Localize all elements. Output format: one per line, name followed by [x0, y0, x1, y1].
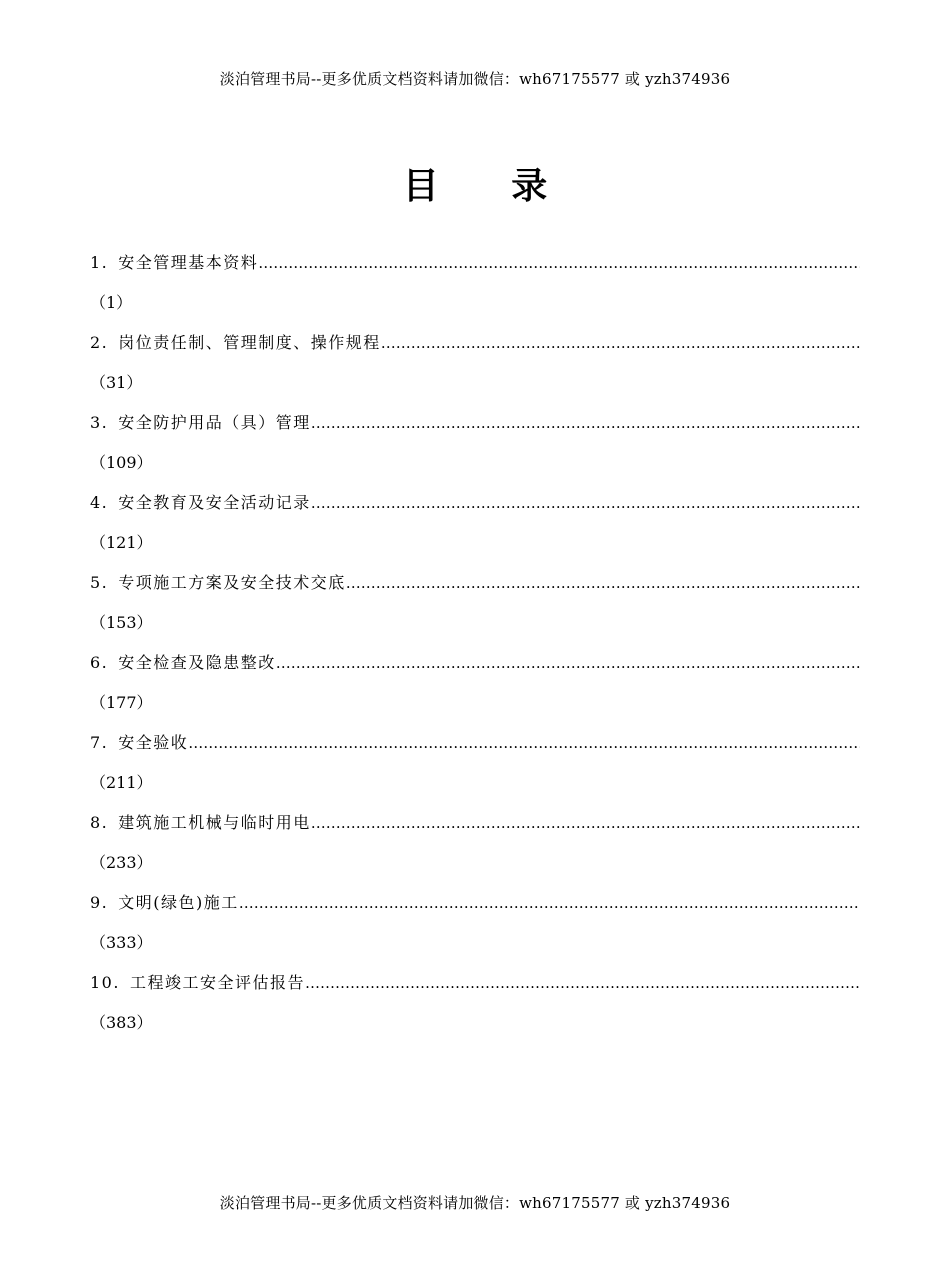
- toc-entry-number: 6.: [90, 653, 109, 672]
- toc-entry-page: （109）: [90, 453, 153, 472]
- toc-entry-4[interactable]: [90, 490, 860, 570]
- toc-entry-9[interactable]: [90, 890, 860, 970]
- toc-entry-page: （31）: [90, 373, 143, 392]
- toc-entry-number: 8.: [90, 813, 109, 832]
- toc-entry-7[interactable]: [90, 730, 860, 810]
- toc-entry-number: 2.: [90, 333, 109, 352]
- toc-entry-page: （153）: [90, 613, 153, 632]
- page-header: 淡泊管理书局--更多优质文档资料请加微信：wh67175577 或 yzh374936: [219, 70, 731, 88]
- toc-entry-number: 5.: [90, 573, 109, 592]
- dot-leader: [188, 734, 860, 752]
- toc-entry-10[interactable]: [90, 970, 860, 1050]
- toc-entry-title: 安全教育及安全活动记录: [118, 493, 311, 512]
- toc-entry-2[interactable]: [90, 330, 860, 410]
- toc-entry-title: 安全管理基本资料: [118, 253, 259, 272]
- toc-entry-3[interactable]: [90, 410, 860, 490]
- toc-entry-8[interactable]: [90, 810, 860, 890]
- toc-entry-title: 文明(绿色)施工: [118, 893, 239, 912]
- toc-entry-page: （121）: [90, 533, 153, 552]
- dot-leader: [311, 414, 860, 432]
- toc-entry-page: （233）: [90, 853, 153, 872]
- toc-entry-page: （383）: [90, 1013, 153, 1032]
- dot-leader: [305, 974, 860, 992]
- toc-entry-number: 7.: [90, 733, 109, 752]
- dot-leader: [311, 814, 860, 832]
- toc-entry-1[interactable]: [90, 250, 860, 330]
- toc-entry-page: （333）: [90, 933, 153, 952]
- toc-entry-number: 9.: [90, 893, 109, 912]
- dot-leader: [346, 574, 860, 592]
- toc-entry-number: 1.: [90, 253, 109, 272]
- toc-entry-title: 岗位责任制、管理制度、操作规程: [118, 333, 381, 352]
- toc-entry-number: 3.: [90, 413, 109, 432]
- toc-entry-title: 建筑施工机械与临时用电: [118, 813, 311, 832]
- dot-leader: [311, 494, 860, 512]
- table-of-contents: [90, 250, 860, 1050]
- toc-entry-6[interactable]: [90, 650, 860, 730]
- dot-leader: [258, 254, 860, 272]
- dot-leader: [239, 894, 860, 912]
- toc-entry-5[interactable]: [90, 570, 860, 650]
- toc-entry-number: 4.: [90, 493, 109, 512]
- page-title: 目 录: [402, 165, 578, 207]
- page-footer: 淡泊管理书局--更多优质文档资料请加微信：wh67175577 或 yzh374936: [219, 1194, 731, 1212]
- toc-entry-page: （177）: [90, 693, 153, 712]
- toc-entry-title: 安全检查及隐患整改: [118, 653, 276, 672]
- toc-entry-number: 10.: [90, 973, 120, 992]
- toc-entry-page: （211）: [90, 773, 153, 792]
- toc-entry-page: （1）: [90, 293, 133, 312]
- dot-leader: [381, 334, 860, 352]
- toc-entry-title: 安全验收: [118, 733, 189, 752]
- toc-entry-title: 专项施工方案及安全技术交底: [118, 573, 346, 592]
- toc-entry-title: 安全防护用品（具）管理: [118, 413, 311, 432]
- toc-entry-title: 工程竣工安全评估报告: [129, 973, 305, 992]
- dot-leader: [276, 654, 860, 672]
